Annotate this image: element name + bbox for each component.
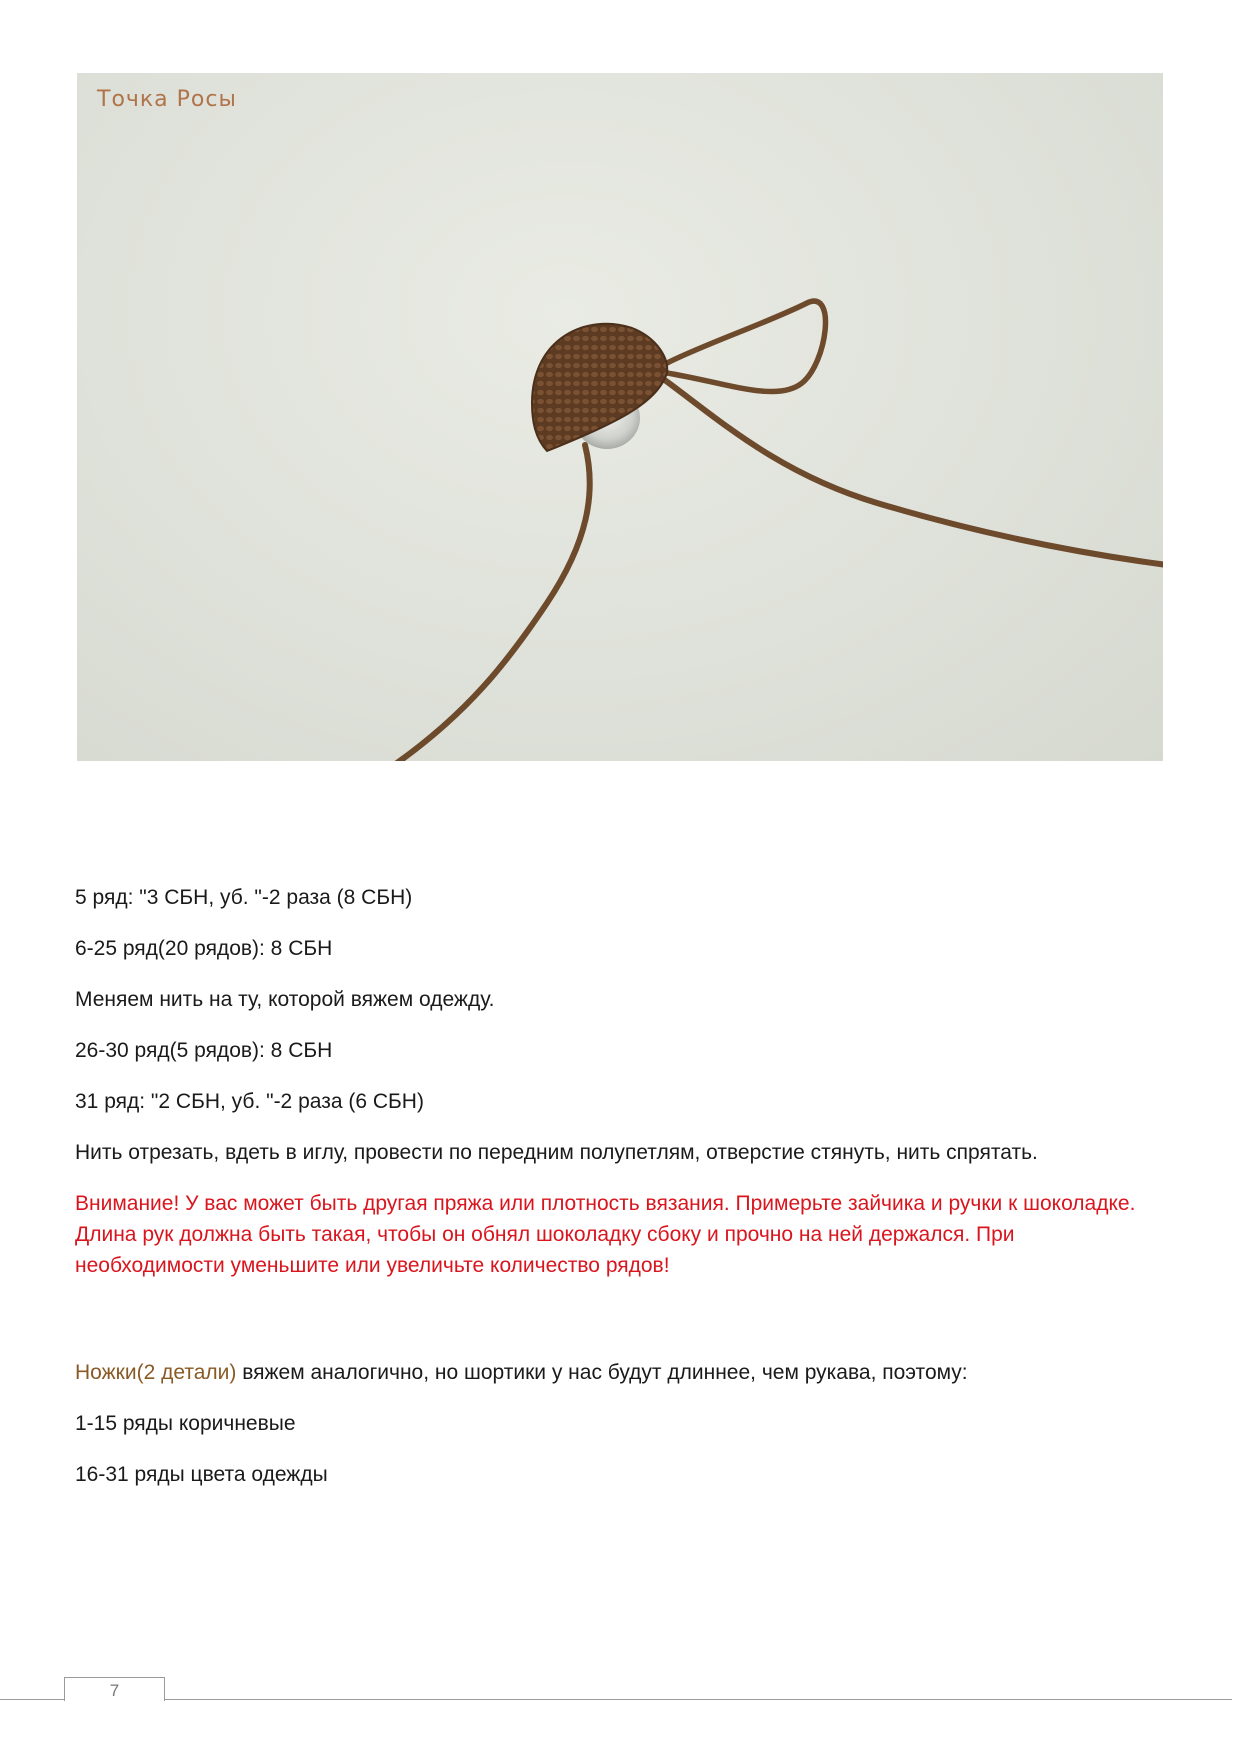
crochet-photo: [77, 73, 1163, 761]
instruction-rows-26-30: 26-30 ряд(5 рядов): 8 СБН: [75, 1039, 333, 1062]
legs-rows-16-31: 16-31 ряды цвета одежды: [75, 1463, 328, 1486]
photo-watermark: Точка Росы: [97, 87, 237, 112]
yarn-strand-down: [397, 445, 590, 761]
instruction-rows-6-25: 6-25 ряд(20 рядов): 8 СБН: [75, 937, 333, 960]
page-number: 7: [64, 1677, 165, 1701]
legs-text: вяжем аналогично, но шортики у нас будут длиннее, чем рукава, поэтому:: [236, 1361, 968, 1384]
footer-divider: [0, 1699, 1232, 1700]
yarn-strand-right: [662, 378, 1163, 565]
instruction-finish: Нить отрезать, вдеть в иглу, провести по передним полупетлям, отверстие стянуть, нить спрятать.: [75, 1141, 1038, 1164]
instruction-row-5: 5 ряд: "3 СБН, уб. "-2 раза (8 СБН): [75, 886, 413, 909]
spacer: [75, 1301, 1165, 1357]
legs-heading: Ножки(2 детали): [75, 1361, 237, 1384]
yarn-loop: [667, 301, 826, 392]
yarn-illustration: [77, 73, 1163, 761]
legs-rows-1-15: 1-15 ряды коричневые: [75, 1412, 296, 1435]
legs-instruction: [75, 1357, 1165, 1388]
instruction-row-31: 31 ряд: "2 СБН, уб. "-2 раза (6 СБН): [75, 1090, 424, 1113]
warning-note: Внимание! У вас может быть другая пряжа или плотность вязания. Примерьте зайчика и ручки к шоколадке. Длина рук должна быть такая, чтобы он обнял шоколадку сбоку и прочно на ней держался. При необходимости уменьшите или увеличьте количество рядов!: [75, 1192, 1136, 1277]
instruction-change-yarn: Меняем нить на ту, которой вяжем одежду.: [75, 988, 495, 1011]
instructions-text: [75, 882, 1165, 1510]
